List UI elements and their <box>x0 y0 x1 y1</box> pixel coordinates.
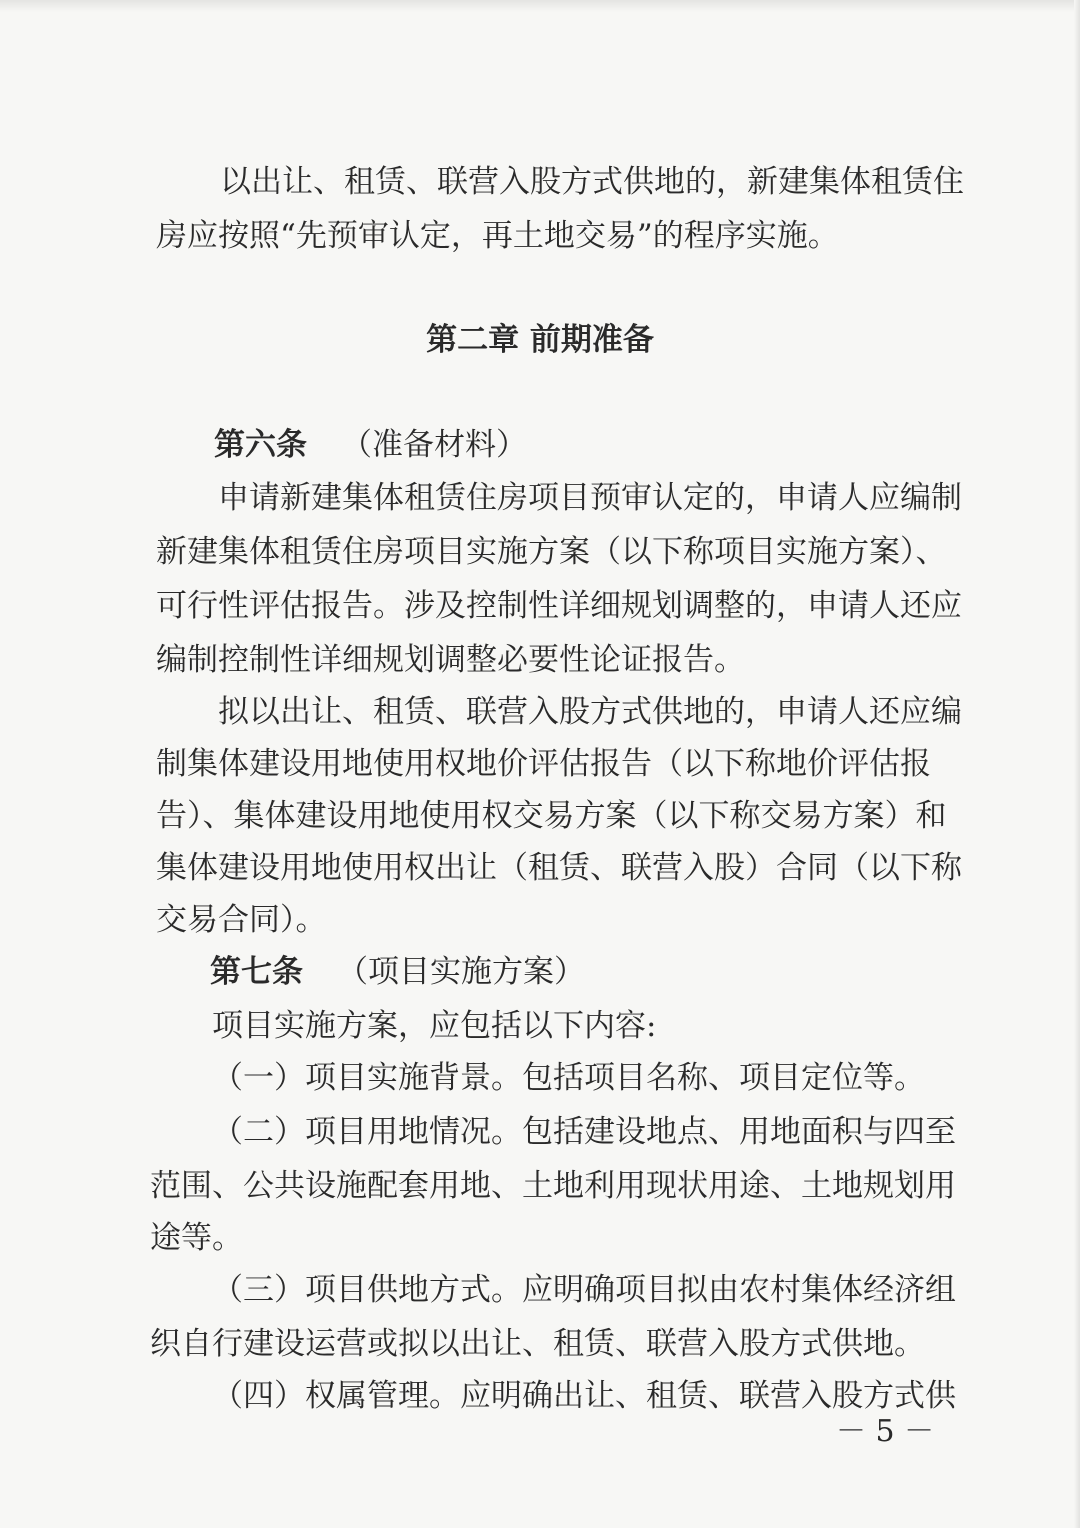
article-6-p2-line-1: 拟以出让、租赁、联营入股方式供地的，申请人还应编 <box>218 694 962 730</box>
article-7-item-3-line-1: （三）项目供地方式。应明确项目拟由农村集体经济组 <box>212 1272 956 1308</box>
article-6-p2-line-5: 交易合同）。 <box>156 902 327 938</box>
article-6-p2-line-4: 集体建设用地使用权出让（租赁、联营入股）合同（以下称 <box>156 850 962 886</box>
page-right-edge <box>1074 0 1080 1528</box>
article-7-item-2-line-3: 途等。 <box>150 1220 243 1256</box>
article-7-intro: 项目实施方案，应包括以下内容: <box>212 1008 657 1044</box>
article-6-heading <box>214 425 527 465</box>
article-7-title: （项目实施方案） <box>337 954 585 990</box>
page-number: － 5 － <box>836 1414 935 1449</box>
article-6-p2-line-3: 告）、集体建设用地使用权交易方案（以下称交易方案）和 <box>156 798 947 834</box>
article-6-title: （准备材料） <box>341 427 527 463</box>
article-7-item-1-line-1: （一）项目实施背景。包括项目名称、项目定位等。 <box>212 1060 925 1096</box>
chapter-title: 第二章 前期准备 <box>426 322 654 358</box>
article-7-heading <box>210 952 585 992</box>
article-6-p1-line-4: 编制控制性详细规划调整必要性论证报告。 <box>156 642 745 678</box>
article-7-item-2-line-1: （二）项目用地情况。包括建设地点、用地面积与四至 <box>212 1114 956 1150</box>
article-7-item-3-line-2: 织自行建设运营或拟以出让、租赁、联营入股方式供地。 <box>150 1326 925 1362</box>
article-7-item-4-line-1: （四）权属管理。应明确出让、租赁、联营入股方式供 <box>212 1378 956 1414</box>
article-6-p1-line-1: 申请新建集体租赁住房项目预审认定的，申请人应编制 <box>218 480 962 516</box>
article-6-p1-line-3: 可行性评估报告。涉及控制性详细规划调整的，申请人还应 <box>156 588 962 624</box>
page-top-edge <box>0 0 1080 12</box>
article-7-label: 第七条 <box>210 954 303 990</box>
article-6-p1-line-2: 新建集体租赁住房项目实施方案（以下称项目实施方案）、 <box>156 534 947 570</box>
article-6-p2-line-2: 制集体建设用地使用权地价评估报告（以下称地价评估报 <box>156 746 931 782</box>
article-7-item-2-line-2: 范围、公共设施配套用地、土地利用现状用途、土地规划用 <box>150 1168 956 1204</box>
article-6-label: 第六条 <box>214 427 307 463</box>
intro-line-2: 房应按照“先预审认定，再土地交易”的程序实施。 <box>156 218 839 254</box>
intro-line-1: 以出让、租赁、联营入股方式供地的，新建集体租赁住 <box>220 164 964 200</box>
